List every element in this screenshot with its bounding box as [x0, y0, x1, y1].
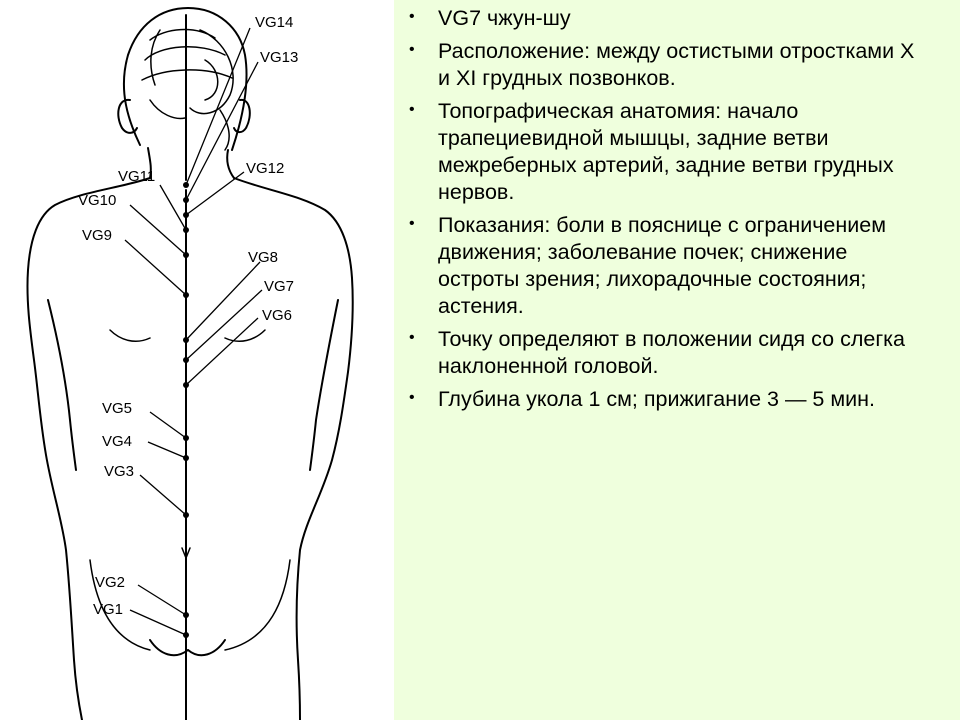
buttock-right	[188, 640, 225, 655]
bullet-text: Топографическая анатомия: начало трапециевидной мышцы, задние ветви межреберных артерий, задние ветви грудных нервов.	[438, 99, 894, 204]
label-vg4: VG4	[102, 433, 133, 450]
label-vg6: VG6	[262, 307, 293, 324]
leader-vg11	[160, 185, 186, 230]
label-vg14: VG14	[255, 14, 294, 31]
leader-vg9	[125, 240, 186, 295]
point-vg8	[183, 337, 189, 343]
label-vg9: VG9	[82, 227, 113, 244]
point-vg1	[183, 632, 189, 638]
buttock-left	[150, 640, 188, 655]
point-vg13	[183, 197, 189, 203]
point-vg2	[183, 612, 189, 618]
bullet-text: Расположение: между остистыми отростками X и XI грудных позвонков.	[438, 39, 915, 90]
label-vg13: VG13	[260, 49, 299, 66]
hip-right	[225, 560, 290, 650]
bullet-dot-icon: •	[409, 41, 415, 58]
leader-vg10	[130, 205, 186, 255]
label-vg8: VG8	[248, 249, 279, 266]
label-vg5: VG5	[102, 400, 133, 417]
label-vg10: VG10	[78, 192, 117, 209]
point-vg4	[183, 455, 189, 461]
left-ear	[118, 100, 137, 133]
leader-vg8	[186, 262, 260, 340]
bullet-dot-icon: •	[409, 215, 415, 232]
scapula-right	[225, 330, 265, 341]
label-vg11: VG11	[118, 168, 156, 185]
bullet-dot-icon: •	[409, 329, 415, 346]
bullet-text: Показания: боли в пояснице с ограничением движения; заболевание почек; снижение остроты зрения; лихорадочные состояния; астения.	[438, 213, 886, 318]
bullet-item	[404, 5, 924, 32]
leader-vg4	[148, 442, 186, 458]
point-vg11	[183, 227, 189, 233]
label-vg1: VG1	[93, 601, 124, 618]
point-vg14	[183, 182, 189, 188]
hair-texture	[142, 30, 233, 150]
arm-left-inner	[48, 300, 76, 470]
label-vg3: VG3	[104, 463, 135, 480]
scapula-left	[110, 330, 150, 341]
bullet-list	[404, 5, 924, 419]
leader-vg2	[138, 585, 186, 615]
back-diagram	[0, 0, 394, 720]
bullet-item	[404, 38, 924, 92]
bullet-dot-icon: •	[409, 389, 415, 406]
bullet-item	[404, 386, 924, 413]
leader-vg1	[130, 610, 186, 635]
leader-vg12	[186, 172, 244, 215]
bullet-item	[404, 326, 924, 380]
description-panel	[394, 0, 960, 720]
bullet-dot-icon: •	[409, 101, 415, 118]
point-vg9	[183, 292, 189, 298]
label-vg2: VG2	[95, 574, 126, 591]
bullet-text: Точку определяют в положении сидя со слегка наклоненной головой.	[438, 327, 906, 378]
bullet-text: Глубина укола 1 см; прижигание 3 — 5 мин.	[438, 387, 875, 411]
neck-right	[227, 150, 234, 178]
point-vg10	[183, 252, 189, 258]
point-vg6	[183, 382, 189, 388]
bullet-item	[404, 98, 924, 206]
label-vg12: VG12	[246, 160, 285, 177]
point-vg12	[183, 212, 189, 218]
leader-vg5	[150, 412, 186, 438]
leader-vg3	[140, 475, 186, 515]
bullet-dot-icon: •	[409, 8, 415, 25]
point-vg5	[183, 435, 189, 441]
label-vg7: VG7	[264, 278, 295, 295]
point-vg7	[183, 357, 189, 363]
bullet-text: VG7 чжун-шу	[438, 6, 571, 30]
leader-vg13	[186, 62, 258, 200]
bullet-item	[404, 212, 924, 320]
arm-right-inner	[310, 300, 338, 470]
point-vg3	[183, 512, 189, 518]
anatomy-figure	[0, 0, 394, 720]
